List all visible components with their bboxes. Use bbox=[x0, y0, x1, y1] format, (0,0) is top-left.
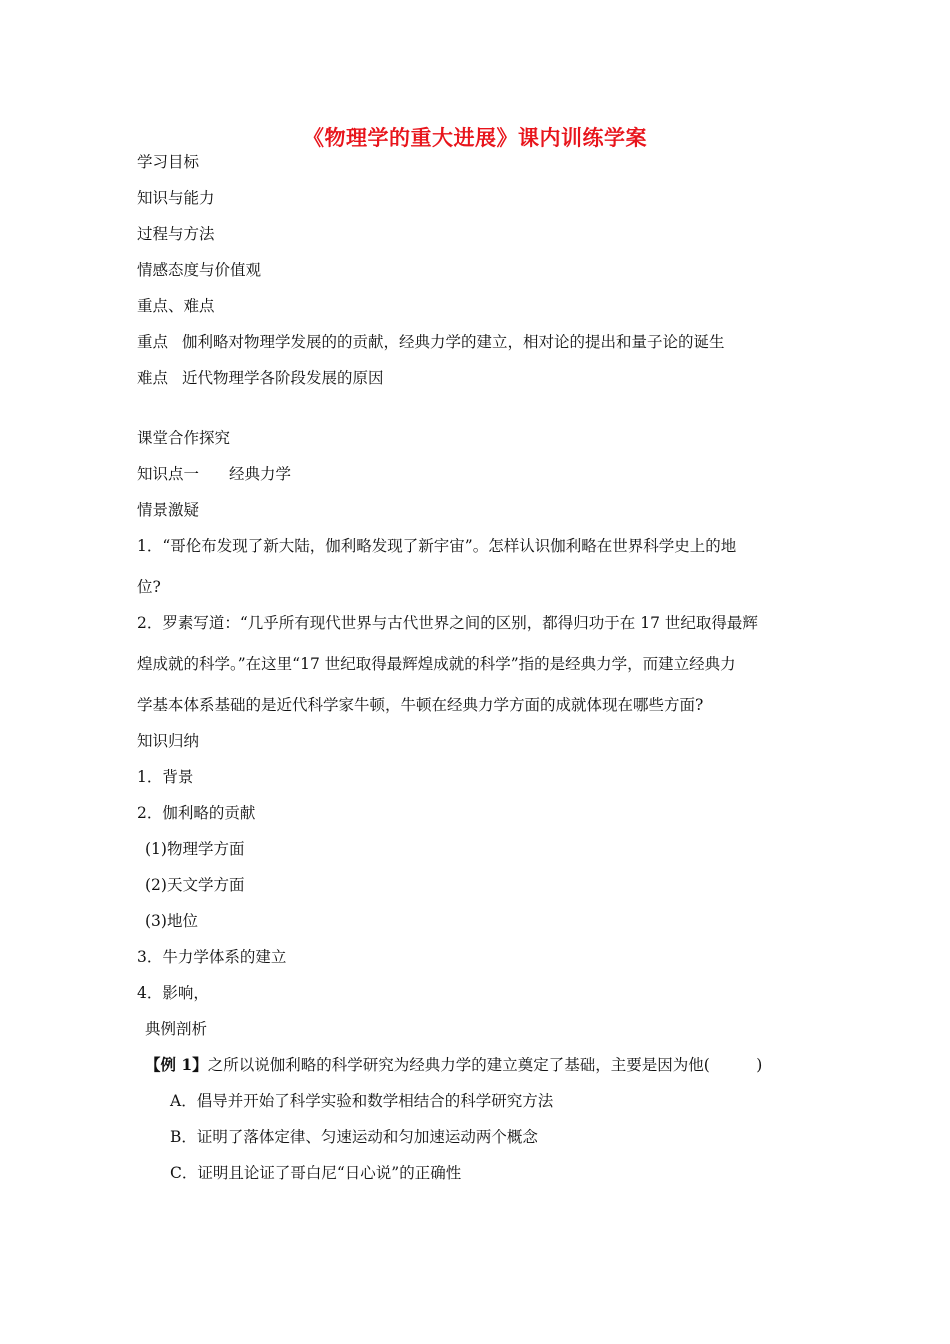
key-points-heading: 重点、难点 bbox=[137, 297, 215, 315]
objectives-heading: 学习目标 bbox=[137, 153, 200, 171]
question-2-line: 煌成就的科学。”在这里“17 世纪取得最辉煌成就的科学”指的是经典力学，而建立经典力 bbox=[137, 655, 736, 673]
example-option: C．证明且论证了哥白尼“日心说”的正确性 bbox=[170, 1164, 462, 1182]
objective-item: 情感态度与价值观 bbox=[137, 261, 262, 279]
difficult-label: 难点 bbox=[137, 369, 169, 387]
summary-heading: 知识归纳 bbox=[137, 732, 200, 750]
question-2-line: 2．罗素写道：“几乎所有现代世界与古代世界之间的区别，都得归功于在 17 世纪取得最辉 bbox=[137, 614, 758, 632]
knowledge-label: 知识点一 bbox=[137, 465, 200, 483]
example-heading: 典例剖析 bbox=[145, 1020, 208, 1038]
key-text: 伽利略对物理学发展的的贡献，经典力学的建立，相对论的提出和量子论的诞生 bbox=[182, 333, 725, 351]
scenario-heading: 情景激疑 bbox=[137, 501, 200, 519]
difficult-text: 近代物理学各阶段发展的原因 bbox=[182, 369, 384, 387]
question-1-line: 位? bbox=[137, 578, 161, 596]
summary-item: 3．牛力学体系的建立 bbox=[137, 948, 287, 966]
summary-subitem: (2)天文学方面 bbox=[145, 876, 245, 894]
knowledge-text: 经典力学 bbox=[229, 465, 292, 483]
objective-item: 知识与能力 bbox=[137, 189, 215, 207]
document-title: 《物理学的重大进展》课内训练学案 bbox=[303, 125, 647, 150]
summary-item: 2．伽利略的贡献 bbox=[137, 804, 256, 822]
summary-item: 1．背景 bbox=[137, 768, 194, 786]
example-question bbox=[145, 1054, 762, 1076]
example-label: 【例 1】 bbox=[145, 1055, 208, 1074]
example-option: B．证明了落体定律、匀速运动和匀加速运动两个概念 bbox=[170, 1128, 538, 1146]
question-2-line: 学基本体系基础的是近代科学家牛顿，牛顿在经典力学方面的成就体现在哪些方面? bbox=[137, 696, 704, 714]
summary-item: 4．影响， bbox=[137, 984, 209, 1002]
inquiry-heading: 课堂合作探究 bbox=[137, 429, 231, 447]
key-point-line bbox=[137, 331, 725, 353]
key-label: 重点 bbox=[137, 333, 169, 351]
question-1-line: 1．“哥伦布发现了新大陆，伽利略发现了新宇宙”。怎样认识伽利略在世界科学史上的地 bbox=[137, 537, 737, 555]
example-option: A．倡导并开始了科学实验和数学相结合的科学研究方法 bbox=[170, 1092, 554, 1110]
knowledge-point-line bbox=[137, 463, 291, 485]
summary-subitem: (1)物理学方面 bbox=[145, 840, 245, 858]
summary-subitem: (3)地位 bbox=[145, 912, 198, 930]
difficult-point-line bbox=[137, 367, 384, 389]
objective-item: 过程与方法 bbox=[137, 225, 215, 243]
example-question-text: 之所以说伽利略的科学研究为经典力学的建立奠定了基础，主要是因为他( ) bbox=[207, 1056, 763, 1074]
